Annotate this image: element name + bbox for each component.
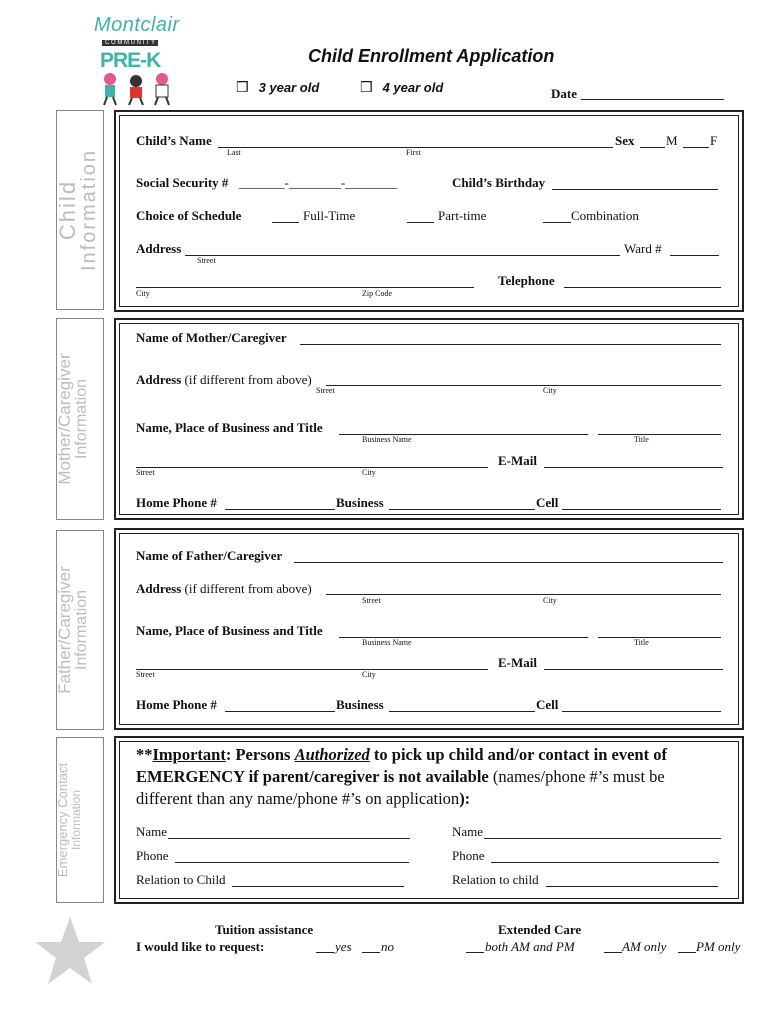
telephone-label: Telephone bbox=[498, 273, 555, 288]
father-name-label: Name of Father/Caregiver bbox=[136, 548, 283, 563]
mother-home-phone-label: Home Phone # bbox=[136, 495, 217, 510]
ward-label: Ward # bbox=[624, 241, 662, 256]
logo-prek-text: PRE-K bbox=[100, 49, 161, 72]
page-title: Child Enrollment Application bbox=[308, 46, 555, 66]
mother-title-field[interactable] bbox=[598, 434, 721, 435]
mother-email-field[interactable] bbox=[544, 467, 723, 468]
emergency-name2-field[interactable] bbox=[484, 838, 721, 839]
emergency-phone2-label: Phone bbox=[452, 848, 485, 863]
side-label-emergency-line2: Information bbox=[68, 789, 83, 851]
child-address-field[interactable] bbox=[185, 255, 620, 256]
telephone-field[interactable] bbox=[564, 287, 721, 288]
child-first-caption: First bbox=[406, 148, 421, 157]
child-last-caption: Last bbox=[227, 148, 241, 157]
mother-name-field[interactable] bbox=[300, 344, 721, 345]
father-address-note: (if different from above) bbox=[181, 581, 312, 596]
emergency-relation2-label: Relation to child bbox=[452, 872, 539, 887]
emergency-phone2-field[interactable] bbox=[491, 862, 719, 863]
emergency-notice-line3 bbox=[136, 789, 470, 809]
extended-am-field[interactable] bbox=[604, 952, 622, 953]
tuition-request-label: I would like to request: bbox=[136, 939, 265, 954]
emergency-notice-line2 bbox=[136, 767, 665, 787]
mother-section-inner bbox=[119, 323, 739, 515]
sex-f-field[interactable] bbox=[683, 147, 709, 148]
extended-am-label: AM only bbox=[622, 939, 667, 954]
emergency-persons: : Persons bbox=[225, 745, 295, 764]
child-name-label: Child’s Name bbox=[136, 133, 212, 148]
extended-pm-label: PM only bbox=[696, 939, 741, 954]
checkbox-icon: ❒ bbox=[236, 79, 249, 95]
logo-community-text: C O M M U N I T Y bbox=[102, 40, 158, 46]
mother-email-label: E-Mail bbox=[498, 453, 537, 468]
ssn-field[interactable]: _______-________-________ bbox=[239, 175, 398, 190]
father-title-caption: Title bbox=[634, 638, 649, 647]
side-label-father bbox=[56, 530, 104, 730]
side-label-emergency-line1: Emergency Contact bbox=[55, 762, 70, 878]
emergency-relation-label: Relation to Child bbox=[136, 872, 226, 887]
emergency-stars: ** bbox=[136, 745, 153, 764]
option-4-year-old-label: 4 year old bbox=[382, 80, 444, 95]
date-label: Date bbox=[551, 86, 577, 101]
mother-home-phone-field[interactable] bbox=[225, 509, 335, 510]
father-business-phone-field[interactable] bbox=[389, 711, 535, 712]
logo bbox=[90, 14, 180, 104]
child-birthday-field[interactable] bbox=[552, 189, 718, 190]
side-label-child-line1: Child bbox=[55, 179, 80, 241]
extended-both-field[interactable] bbox=[466, 952, 484, 953]
father-business-phone-label: Business bbox=[336, 697, 384, 712]
child-street-caption: Street bbox=[197, 256, 216, 265]
father-name-field[interactable] bbox=[294, 562, 723, 563]
logo-montclair-text: Montclair bbox=[94, 14, 180, 36]
mother-address-field[interactable] bbox=[326, 385, 721, 386]
tuition-no-label: no bbox=[381, 939, 394, 954]
emergency-name-label: Name bbox=[136, 824, 168, 839]
father-city2-caption: City bbox=[362, 670, 376, 679]
sex-m-field[interactable] bbox=[640, 147, 665, 148]
part-time-field[interactable] bbox=[407, 222, 434, 223]
emergency-notice-line1 bbox=[136, 745, 667, 765]
side-label-mother-line1: Mother/Caregiver bbox=[55, 353, 74, 485]
emergency-name2-label: Name bbox=[452, 824, 484, 839]
mother-business-phone-label: Business bbox=[336, 495, 384, 510]
father-business-name-caption: Business Name bbox=[362, 638, 412, 647]
ssn-label: Social Security # bbox=[136, 175, 229, 190]
mother-street-city-field[interactable] bbox=[136, 467, 488, 468]
father-email-label: E-Mail bbox=[498, 655, 537, 670]
father-street-caption: Street bbox=[362, 596, 381, 605]
child-address-label: Address bbox=[136, 241, 182, 256]
father-home-phone-field[interactable] bbox=[225, 711, 335, 712]
mother-city2-caption: City bbox=[362, 468, 376, 477]
side-label-emergency bbox=[56, 737, 104, 903]
emergency-line2-bold: EMERGENCY if parent/caregiver is not available bbox=[136, 767, 489, 786]
mother-address-label bbox=[136, 372, 312, 388]
emergency-important: Important bbox=[152, 745, 226, 764]
tuition-yes-field[interactable] bbox=[316, 952, 334, 953]
option-3-year-old[interactable] bbox=[236, 79, 319, 97]
emergency-authorized: Authorized bbox=[294, 745, 370, 764]
sex-label: Sex bbox=[615, 133, 635, 148]
mother-name-label: Name of Mother/Caregiver bbox=[136, 330, 287, 345]
mother-address-note: (if different from above) bbox=[181, 372, 312, 387]
tuition-no-field[interactable] bbox=[362, 952, 380, 953]
father-cell-label: Cell bbox=[536, 697, 559, 712]
full-time-label: Full-Time bbox=[303, 208, 356, 223]
emergency-relation2-field[interactable] bbox=[546, 886, 718, 887]
combination-field[interactable] bbox=[543, 222, 571, 223]
child-zip-caption: Zip Code bbox=[362, 289, 392, 298]
emergency-line3-end: ): bbox=[459, 789, 471, 808]
sex-f-label: F bbox=[710, 133, 718, 148]
side-label-mother bbox=[56, 318, 104, 520]
tuition-yes-label: yes bbox=[335, 939, 352, 954]
option-3-year-old-label: 3 year old bbox=[258, 80, 320, 95]
mother-cell-field[interactable] bbox=[562, 509, 721, 510]
side-label-child-line2: Information bbox=[78, 148, 101, 272]
option-4-year-old[interactable] bbox=[360, 79, 443, 97]
mother-business-phone-field[interactable] bbox=[389, 509, 535, 510]
emergency-line2-normal: (names/phone #’s must be bbox=[488, 767, 665, 786]
father-address-field[interactable] bbox=[326, 594, 721, 595]
child-city-zip-field[interactable] bbox=[136, 287, 474, 288]
emergency-rest1: to pick up child and/or contact in event of bbox=[369, 745, 667, 764]
father-street-city-field[interactable] bbox=[136, 669, 488, 670]
mother-street-caption: Street bbox=[316, 386, 335, 395]
extended-both-label: both AM and PM bbox=[485, 939, 575, 954]
schedule-label: Choice of Schedule bbox=[136, 208, 242, 223]
father-cell-field[interactable] bbox=[562, 711, 721, 712]
child-city-caption: City bbox=[136, 289, 150, 298]
mother-city-caption: City bbox=[543, 386, 557, 395]
side-label-father-line2: Information bbox=[72, 589, 90, 671]
father-city-caption: City bbox=[543, 596, 557, 605]
side-label-father-line1: Father/Caregiver bbox=[55, 566, 74, 694]
mother-cell-label: Cell bbox=[536, 495, 559, 510]
full-time-field[interactable] bbox=[272, 222, 299, 223]
father-address-label bbox=[136, 581, 312, 597]
date-field[interactable] bbox=[581, 99, 724, 100]
tuition-title: Tuition assistance bbox=[215, 922, 314, 937]
emergency-relation-field[interactable] bbox=[232, 886, 404, 887]
sex-m-label: M bbox=[666, 133, 678, 148]
part-time-label: Part-time bbox=[438, 208, 487, 223]
mother-title-caption: Title bbox=[634, 435, 649, 444]
emergency-phone-field[interactable] bbox=[175, 862, 409, 863]
extended-care-title: Extended Care bbox=[498, 922, 582, 937]
mother-business-name-caption: Business Name bbox=[362, 435, 412, 444]
father-address-label-bold: Address bbox=[136, 581, 182, 596]
mother-business-label: Name, Place of Business and Title bbox=[136, 420, 323, 435]
mother-address-label-bold: Address bbox=[136, 372, 182, 387]
father-street2-caption: Street bbox=[136, 670, 155, 679]
emergency-phone-label: Phone bbox=[136, 848, 169, 863]
father-business-label: Name, Place of Business and Title bbox=[136, 623, 323, 638]
extended-pm-field[interactable] bbox=[678, 952, 696, 953]
ward-field[interactable] bbox=[670, 255, 719, 256]
emergency-line3: different than any name/phone #’s on application bbox=[136, 789, 460, 808]
logo-children-figures bbox=[96, 72, 176, 106]
father-home-phone-label: Home Phone # bbox=[136, 697, 217, 712]
emergency-name-field[interactable] bbox=[168, 838, 410, 839]
checkbox-icon: ❒ bbox=[360, 79, 373, 95]
father-email-field[interactable] bbox=[544, 669, 723, 670]
star-icon bbox=[34, 915, 106, 987]
father-title-field[interactable] bbox=[598, 637, 721, 638]
side-label-child bbox=[56, 110, 104, 310]
mother-street2-caption: Street bbox=[136, 468, 155, 477]
child-birthday-label: Child’s Birthday bbox=[452, 175, 546, 190]
side-label-mother-line2: Information bbox=[72, 378, 90, 460]
combination-label: Combination bbox=[571, 208, 639, 223]
